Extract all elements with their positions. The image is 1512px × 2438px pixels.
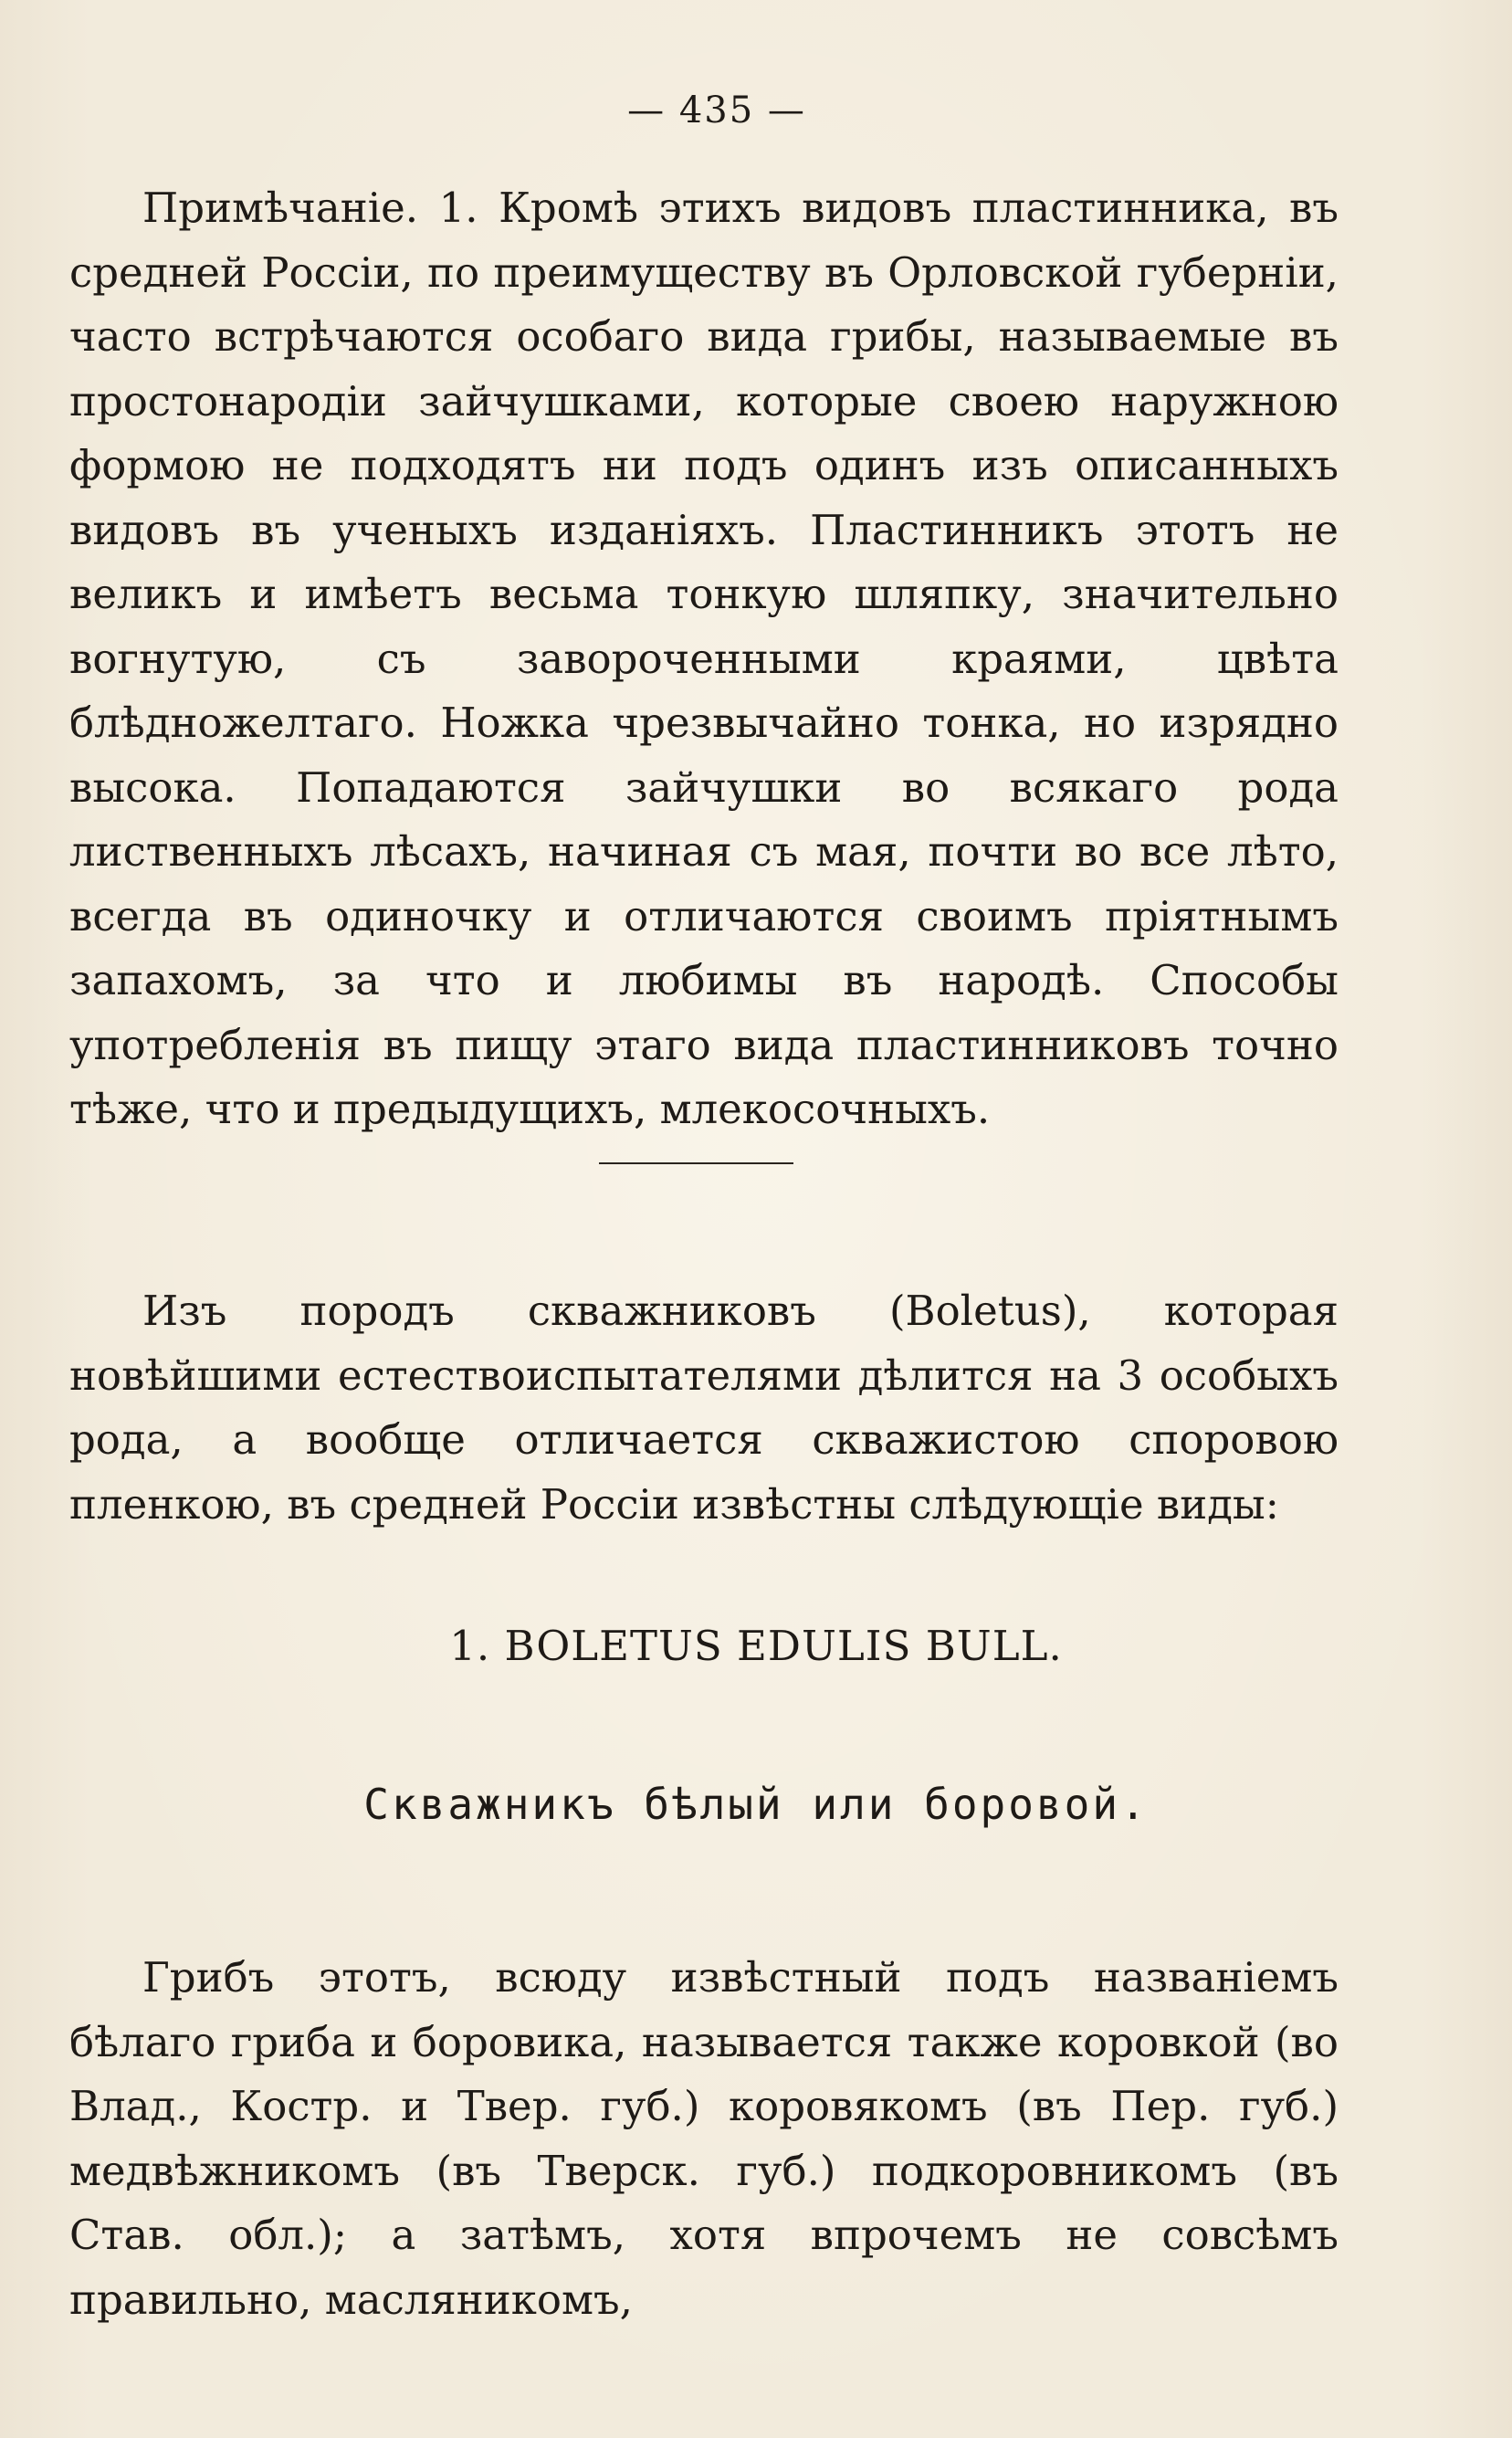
- section-divider: [599, 1162, 793, 1164]
- species-common-name: Скважникъ бѣлый или боровой.: [363, 1780, 1149, 1829]
- species-heading: 1. BOLETUS EDULIS BULL.: [449, 1622, 1063, 1670]
- intro-paragraph: Изъ породъ скважниковъ (Boletus), которая новѣйшими естествоиспытателями дѣлится на 3 особыхъ рода, а вообще отличается скважистою споровою пленкою, въ средней Россіи извѣстны слѣдующіе виды:: [69, 1287, 1339, 1529]
- description-paragraph: Грибъ этотъ, всюду извѣстный подъ названіемъ бѣлаго гриба и боровика, называется также коровкой (во Влад., Костр. и Твер. губ.) коровякомъ (въ Пер. губ.) медвѣжникомъ (въ Тверск. губ.) подкоровникомъ (въ Став. обл.); а затѣмъ, хотя впрочемъ не совсѣмъ правильно, масляникомъ,: [69, 1953, 1339, 2324]
- note-paragraph: Примѣчаніе. 1. Кромѣ этихъ видовъ пластинника, въ средней Россіи, по преимуществу въ Орловской губерніи, часто встрѣчаются особаго вида грибы, называемые въ простонародіи зайчушками, которые своею наружною формою не подходятъ ни подъ одинъ изъ описанныхъ видовъ въ ученыхъ изданіяхъ. Пластинникъ этотъ не великъ и имѣетъ весьма тонкую шляпку, значительно вогнутую, съ завороченными краями, цвѣта блѣдножелтаго. Ножка чрезвычайно тонка, но изрядно высока. Попадаются зайчушки во всякаго рода лиственныхъ лѣсахъ, начиная съ мая, почти во все лѣто, всегда въ одиночку и отличаются своимъ пріятнымъ запахомъ, за что и любимы въ народѣ. Способы употребленія въ пищу этаго вида пластинниковъ точно тѣже, что и предыдущихъ, млекосочныхъ.: [69, 184, 1339, 1133]
- intro-paragraph-block: [69, 1279, 1339, 1537]
- note-paragraph-block: [69, 176, 1339, 1142]
- description-paragraph-block: [69, 1946, 1339, 2332]
- page-number: — 435 —: [627, 89, 806, 131]
